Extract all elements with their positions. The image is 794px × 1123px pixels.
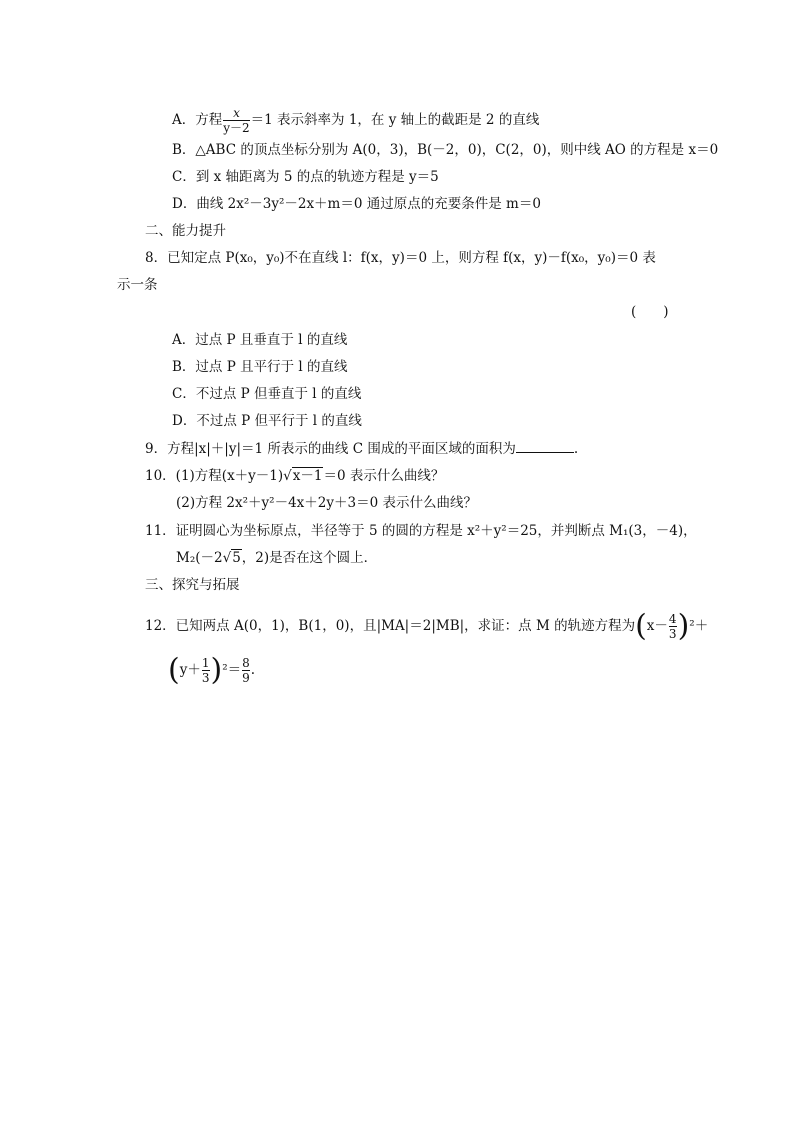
q8-option-a: A．过点 P 且垂直于 l 的直线 <box>172 332 348 348</box>
q10-p1-radicand: x－1 <box>292 468 323 484</box>
section-heading-2: 二、能力提升 <box>145 223 226 239</box>
q7-a-denominator: y－2 <box>223 121 250 135</box>
q12-text: 12．已知两点 A(0，1)，B(1，0)，且|MA|＝2|MB|，求证：点 M 的轨迹方程为 <box>145 618 636 634</box>
q8-stem-line1: 8．已知定点 P(x₀，y₀)不在直线 l：f(x，y)＝0 上，则方程 f(x，y)－f(x₀，y₀)＝0 表 <box>145 250 656 266</box>
q12-f1-den: 3 <box>668 627 677 641</box>
q11-line1: 11．证明圆心为坐标原点，半径等于 5 的圆的方程是 x²＋y²＝25，并判断点 M₁(3，－4)， <box>145 523 697 539</box>
q8-answer-paren: ( ) <box>631 304 669 320</box>
q11-line2-prefix: M₂(－2√ <box>176 550 232 566</box>
q7-option-d: D．曲线 2x²－3y²－2x＋m＝0 通过原点的充要条件是 m＝0 <box>172 196 541 212</box>
paren-left: ( <box>635 608 647 644</box>
q8-option-d: D．不过点 P 但平行于 l 的直线 <box>172 413 362 429</box>
paren-left: ( <box>168 652 180 688</box>
q12-fraction-2 <box>202 656 210 685</box>
q8-option-c: C．不过点 P 但垂直于 l 的直线 <box>172 386 362 402</box>
q9-end: . <box>573 441 579 457</box>
q11-line2 <box>176 549 377 567</box>
q7-a-prefix: A．方程 <box>172 112 223 128</box>
q10-part1 <box>145 467 444 485</box>
q11-line2-radicand: 5 <box>232 550 241 566</box>
q12-f3-den: 9 <box>242 671 250 685</box>
q12-f2-pre: y＋ <box>179 662 201 678</box>
q12-f2-mid: ²＝ <box>222 662 242 678</box>
q7-a-fraction <box>223 106 249 135</box>
q8-option-b: B．过点 P 且平行于 l 的直线 <box>172 359 348 375</box>
paren-right: ) <box>210 652 223 688</box>
q12-line1 <box>145 608 709 644</box>
q7-option-b: B．△ABC 的顶点坐标分别为 A(0，3)，B(－2，0)，C(2，0)，则中线 AO 的方程是 x＝0 <box>172 142 719 158</box>
q9-text: 9．方程|x|＋|y|＝1 所表示的曲线 C 围成的平面区域的面积为 <box>145 441 516 457</box>
q12-f1-post: ²＋ <box>689 618 709 634</box>
q10-p1-prefix: 10．(1)方程(x＋y－1)√ <box>145 468 292 484</box>
q9-line <box>145 440 578 458</box>
q7-option-a <box>172 106 539 135</box>
q12-f2-den: 3 <box>201 671 210 685</box>
q7-a-numerator: x <box>233 106 240 120</box>
q12-fraction-3 <box>242 656 250 685</box>
q10-part2: (2)方程 2x²＋y²－4x＋2y＋3＝0 表示什么曲线？ <box>176 495 477 511</box>
section-heading-3: 三、探究与拓展 <box>145 577 240 593</box>
paren-right: ) <box>677 608 690 644</box>
q9-answer-blank <box>516 440 574 453</box>
q7-a-suffix: ＝1 表示斜率为 1，在 y 轴上的截距是 2 的直线 <box>250 112 540 128</box>
q12-fraction-1 <box>669 612 677 641</box>
q12-f3-post: . <box>250 662 256 678</box>
q10-p1-suffix: ＝0 表示什么曲线？ <box>323 468 445 484</box>
q7-option-c: C．到 x 轴距离为 5 的点的轨迹方程是 y＝5 <box>172 169 439 185</box>
q8-stem-line2: 示一条 <box>117 277 158 293</box>
q12-f1-pre: x－ <box>646 618 668 634</box>
q12-f2-num: 1 <box>201 656 210 670</box>
q11-line2-suffix: ，2)是否在这个圆上． <box>241 550 378 566</box>
q12-f1-num: 4 <box>668 612 677 626</box>
q12-f3-num: 8 <box>242 656 250 670</box>
q12-line2 <box>168 652 256 688</box>
